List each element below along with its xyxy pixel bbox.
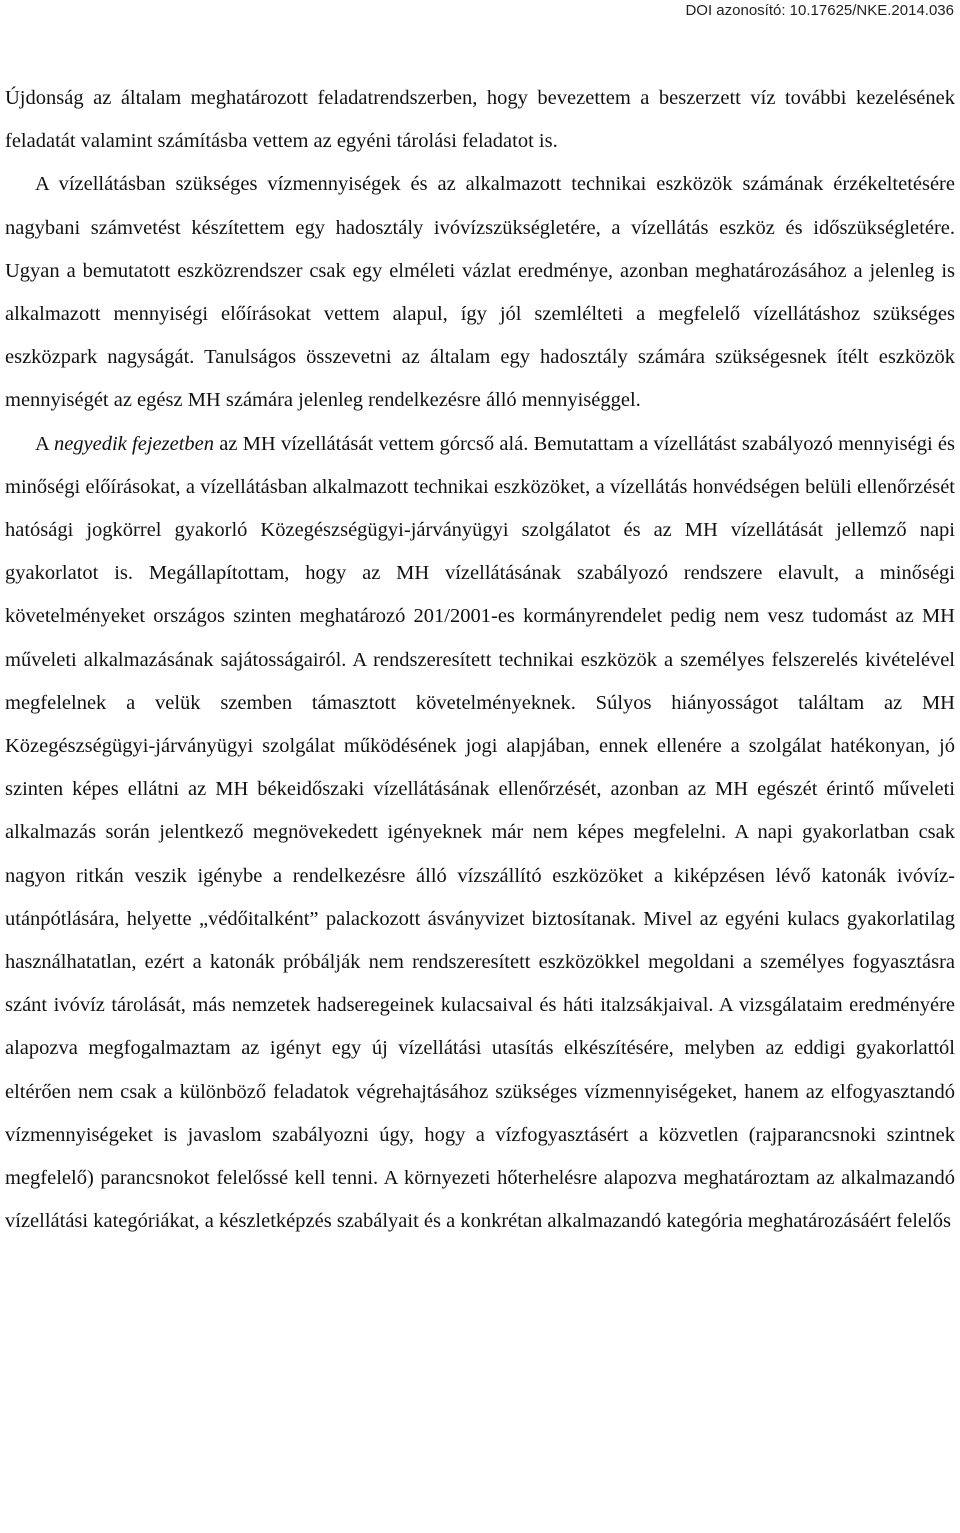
paragraph-water-calculation: A vízellátásban szükséges vízmennyiségek és az alkalmazott technikai eszközök számának érzékeltetésére nagybani számvetést készítettem egy hadosztály ivóvízszükségletére, a vízellátás eszköz és időszükségletére. Ugyan a bemutatott eszközrendszer csak egy elméleti vázlat eredménye, azonban meghatározásához a jelenleg is alkalmazott mennyiségi előírásokat vettem alapul, így jól szemlélteti a megfelelő vízellátáshoz szükséges eszközpark nagyságát. Tanulságos összevetni az általam egy hadosztály számára szükségesnek ítélt eszközök mennyiségét az egész MH számára jelenleg rendelkezésre álló mennyiséggel. [5, 173, 955, 412]
paragraph-chapter-four [5, 423, 955, 1244]
doi-identifier: DOI azonosító: 10.17625/NKE.2014.036 [685, 2, 954, 19]
document-body [5, 77, 955, 1243]
paragraph-new-task-system: Újdonság az általam meghatározott feladatrendszerben, hogy bevezettem a beszerzett víz további kezelésének feladatát valamint számításba vettem az egyéni tárolási feladatot is. [5, 87, 955, 153]
chapter-reference: negyedik fejezetben [53, 432, 214, 455]
paragraph-body: az MH vízellátását vettem górcső alá. Bemutattam a vízellátást szabályozó mennyiségi és minőségi előírásokat, a vízellátásban alkalmazott technikai eszközöket, a vízellátás honvédségen belüli ellenőrzését hatósági jogkörrel gyakorló Közegészségügyi-járványügyi szolgálatot és az MH vízellátását jellemző napi gyakorlatot is. Megállapítottam, hogy az MH vízellátásának szabályozó rendszere elavult, a minőségi követelményeket országos szinten meghatározó 201/2001-es kormányrendelet pedig nem vesz tudomást az MH műveleti alkalmazásának sajátosságairól. A rendszeresített technikai eszközök a személyes felszerelés kivételével megfelelnek a velük szemben támasztott követelményeknek. Súlyos hiányosságot találtam az MH Közegészségügyi-járványügyi szolgálat működésének jogi alapjában, ennek ellenére a szolgálat hatékonyan, jó szinten képes ellátni az MH békeidőszaki vízellátásának ellenőrzését, azonban az MH egészét érintő műveleti alkalmazás során jelentkező megnövekedett igényeknek már nem képes megfelelni. A napi gyakorlatban csak nagyon ritkán veszik igénybe a rendelkezésre álló vízszállító eszközöket a kiképzésen lévő katonák ivóvíz-utánpótlására, helyette „védőitalként” palackozott ásványvizet biztosítanak. Mivel az egyéni kulacs gyakorlatilag használhatatlan, ezért a katonák próbálják nem rendszeresített eszközökkel megoldani a személyes fogyasztásra szánt ivóvíz tárolását, más nemzetek hadseregeinek kulacsaival és háti italzsákjaival. A vizsgálataim eredményére alapozva megfogalmaztam az igényt egy új vízellátási utasítás elkészítésére, melyben az eddigi gyakorlattól eltérően nem csak a különböző feladatok végrehajtásához szükséges vízmennyiségeket, hanem az elfogyasztandó vízmennyiségeket is javaslom szabályozni úgy, hogy a vízfogyasztásért a közvetlen (rajparancsnoki szintnek megfelelő) parancsnokot felelőssé kell tenni. A környezeti hőterhelésre alapozva meghatároztam az alkalmazandó vízellátási kategóriákat, a készletképzés szabályait és a konkrétan alkalmazandó kategória meghatározásáért felelős [5, 432, 955, 1233]
paragraph-lead: A [35, 432, 54, 455]
